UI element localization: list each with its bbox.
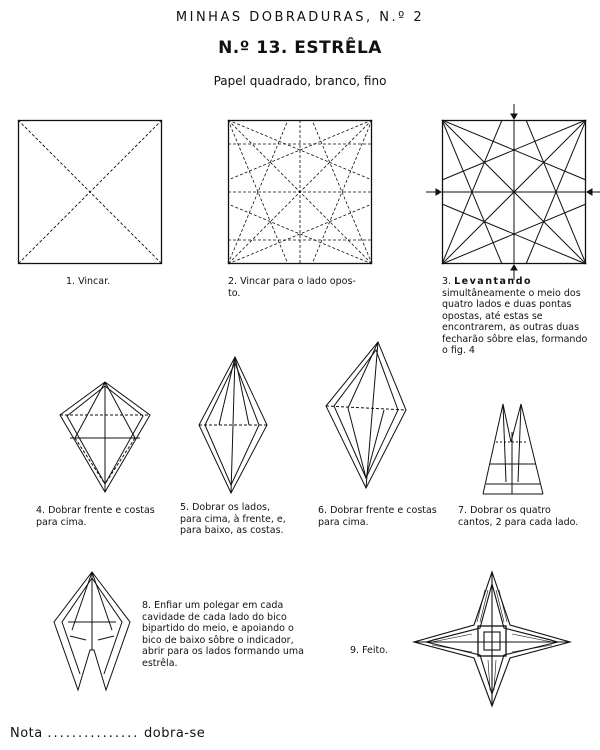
step-7-caption: 7. Dobrar os quatro cantos, 2 para cada lado. [458,505,579,528]
figure-2-square-creases [228,120,372,264]
footer-dots: ............... [47,726,140,741]
figure-1-square-diagonals [18,120,162,264]
step-8-caption: 8. Enfiar um polegar em cada cavidade de cada lado do bico bipartido do meio, e apoiando o bico de baixo sôbre o indicador, abrir para os lados formando uma estrêla. [142,600,304,669]
figure-5-narrow-diamond [195,355,270,495]
figure-9-star [412,570,572,708]
series-title: MINHAS DOBRADURAS, N.º 2 [175,10,425,25]
footer-note [10,726,205,741]
page-title: N.º 13. ESTRÊLA [218,38,382,58]
figure-7-spiked-triangle [478,402,548,497]
footer-label: Nota [10,726,43,741]
step-4-caption: 4. Dobrar frente e costas para cima. [36,505,155,528]
paper-subtitle: Papel quadrado, branco, fino [213,74,387,88]
figure-6-tilted-diamond [318,340,413,490]
step-9-caption: 9. Feito. [350,645,388,656]
step-2-caption: 2. Vincar para o lado opos-to. [228,276,356,299]
footer-suffix: dobra-se [144,726,206,741]
step-6-caption: 6. Dobrar frente e costas para cima. [318,505,437,528]
figure-8-bipartite [50,570,135,692]
figure-4-kite [55,380,155,495]
step-3-caption: 3. Levantando simultâneamente o meio dos quatro lados e duas pontas opostas, até estas se encontrarem, as outras duas fecharão sôbre elas, formando o fig. 4 [442,276,588,356]
figure-3-square-arrows [442,120,586,264]
step-1-caption: 1. Vincar. [66,276,111,287]
step-5-caption: 5. Dobrar os lados, para cima, à frente, e, para baixo, as costas. [180,502,286,536]
